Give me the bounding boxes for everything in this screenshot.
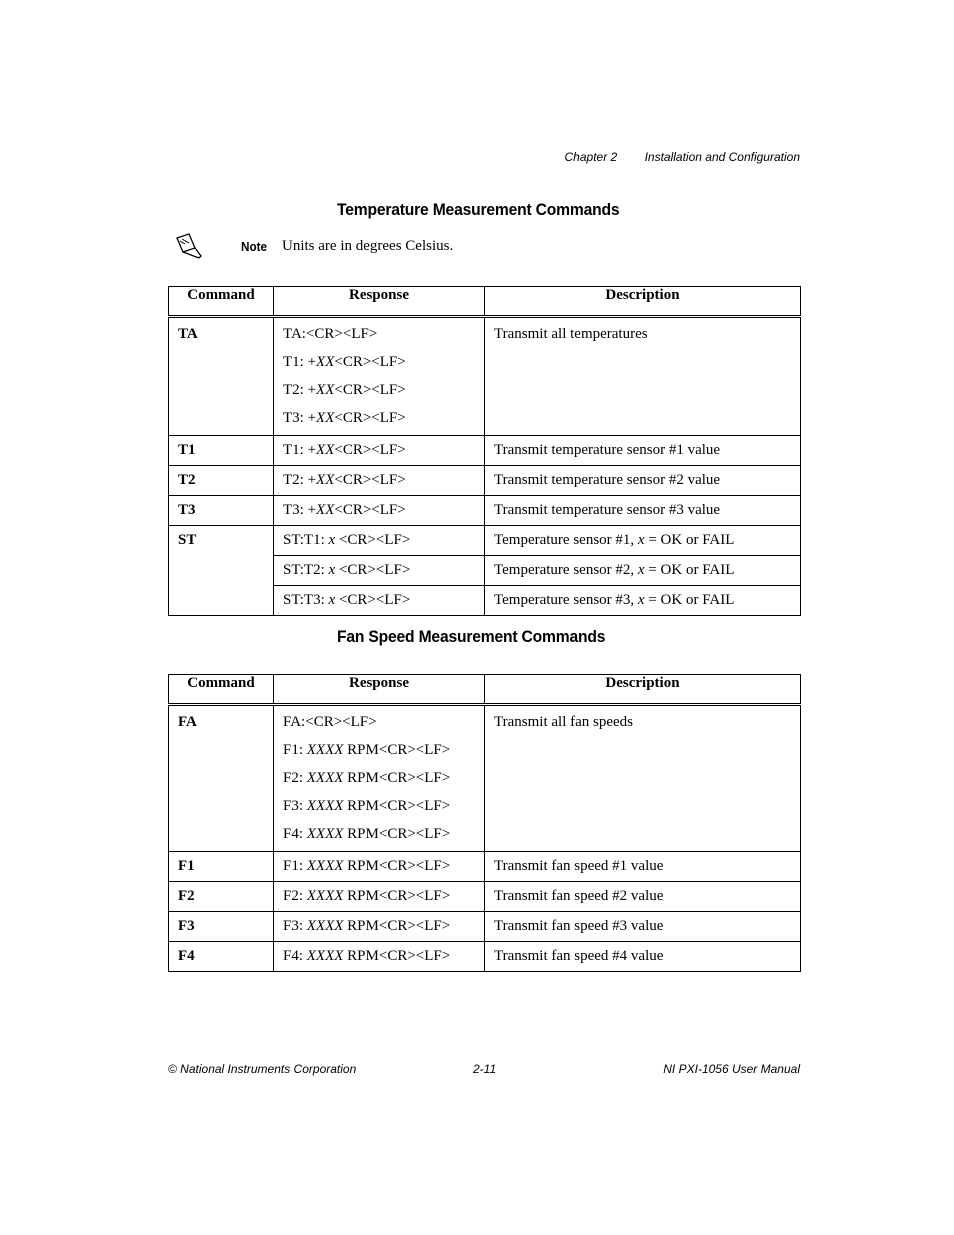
description-cell: Transmit temperature sensor #3 value	[485, 496, 801, 526]
response-cell: T2: +XX<CR><LF>	[274, 466, 485, 496]
response-line: F4: XXXX RPM<CR><LF>	[283, 826, 451, 842]
response-cell: ST:T1: x <CR><LF>	[274, 526, 485, 556]
description-cell: Transmit all temperatures	[485, 317, 801, 436]
table-row	[169, 942, 801, 972]
response-cell: ST:T3: x <CR><LF>	[274, 586, 485, 616]
response-cell: F2: XXXX RPM<CR><LF>	[274, 882, 485, 912]
description-cell: Temperature sensor #1, x = OK or FAIL	[485, 526, 801, 556]
command-cell: T3	[169, 496, 274, 526]
description-cell: Temperature sensor #3, x = OK or FAIL	[485, 586, 801, 616]
chapter-title: Installation and Configuration	[644, 150, 800, 164]
column-header-response: Response	[274, 287, 485, 317]
response-cell	[274, 317, 485, 436]
fan-commands-table	[168, 674, 801, 972]
column-header-response: Response	[274, 675, 485, 705]
footer-copyright: © National Instruments Corporation	[168, 1062, 357, 1076]
note-callout	[175, 232, 775, 262]
footer-page-number: 2-11	[473, 1062, 497, 1076]
description-cell: Transmit temperature sensor #2 value	[485, 466, 801, 496]
table-row	[169, 912, 801, 942]
description-cell: Transmit temperature sensor #1 value	[485, 436, 801, 466]
response-cell: F3: XXXX RPM<CR><LF>	[274, 912, 485, 942]
response-cell: T3: +XX<CR><LF>	[274, 496, 485, 526]
table-row	[169, 317, 801, 436]
response-line: T3: +XX<CR><LF>	[283, 410, 406, 426]
note-pencil-icon	[175, 232, 205, 260]
command-cell: F1	[169, 852, 274, 882]
table-row	[169, 852, 801, 882]
description-cell: Transmit fan speed #4 value	[485, 942, 801, 972]
note-label: Note	[241, 239, 268, 254]
command-cell: F2	[169, 882, 274, 912]
column-header-description: Description	[485, 287, 801, 317]
table-row	[169, 705, 801, 852]
temperature-commands-table	[168, 286, 801, 616]
response-line: F1: XXXX RPM<CR><LF>	[283, 742, 451, 758]
description-cell: Transmit fan speed #2 value	[485, 882, 801, 912]
running-header	[565, 150, 800, 164]
temperature-section-title: Temperature Measurement Commands	[337, 200, 620, 219]
command-cell: F3	[169, 912, 274, 942]
response-cell: F1: XXXX RPM<CR><LF>	[274, 852, 485, 882]
column-header-command: Command	[169, 287, 274, 317]
table-row	[169, 466, 801, 496]
command-cell: T1	[169, 436, 274, 466]
command-cell: F4	[169, 942, 274, 972]
response-line: F2: XXXX RPM<CR><LF>	[283, 770, 451, 786]
command-cell: T2	[169, 466, 274, 496]
response-cell: T1: +XX<CR><LF>	[274, 436, 485, 466]
table-row	[169, 496, 801, 526]
response-cell: ST:T2: x <CR><LF>	[274, 556, 485, 586]
response-cell: F4: XXXX RPM<CR><LF>	[274, 942, 485, 972]
response-line: T2: +XX<CR><LF>	[283, 382, 406, 398]
description-cell: Transmit fan speed #1 value	[485, 852, 801, 882]
table-row	[169, 436, 801, 466]
column-header-description: Description	[485, 675, 801, 705]
footer-manual-title: NI PXI-1056 User Manual	[663, 1062, 800, 1076]
description-cell: Temperature sensor #2, x = OK or FAIL	[485, 556, 801, 586]
response-line: FA:<CR><LF>	[283, 714, 377, 730]
column-header-command: Command	[169, 675, 274, 705]
description-cell: Transmit fan speed #3 value	[485, 912, 801, 942]
table-row	[169, 882, 801, 912]
response-line: T1: +XX<CR><LF>	[283, 354, 406, 370]
response-cell	[274, 705, 485, 852]
command-cell: FA	[169, 705, 274, 852]
table-header-row	[169, 675, 801, 705]
fan-section-title: Fan Speed Measurement Commands	[337, 627, 606, 646]
table-header-row	[169, 287, 801, 317]
command-cell: TA	[169, 317, 274, 436]
description-cell: Transmit all fan speeds	[485, 705, 801, 852]
command-cell: ST	[169, 526, 274, 616]
note-text: Units are in degrees Celsius.	[282, 238, 454, 254]
response-line: TA:<CR><LF>	[283, 326, 378, 342]
response-line: F3: XXXX RPM<CR><LF>	[283, 798, 451, 814]
chapter-label: Chapter 2	[564, 150, 618, 164]
table-row	[169, 526, 801, 556]
